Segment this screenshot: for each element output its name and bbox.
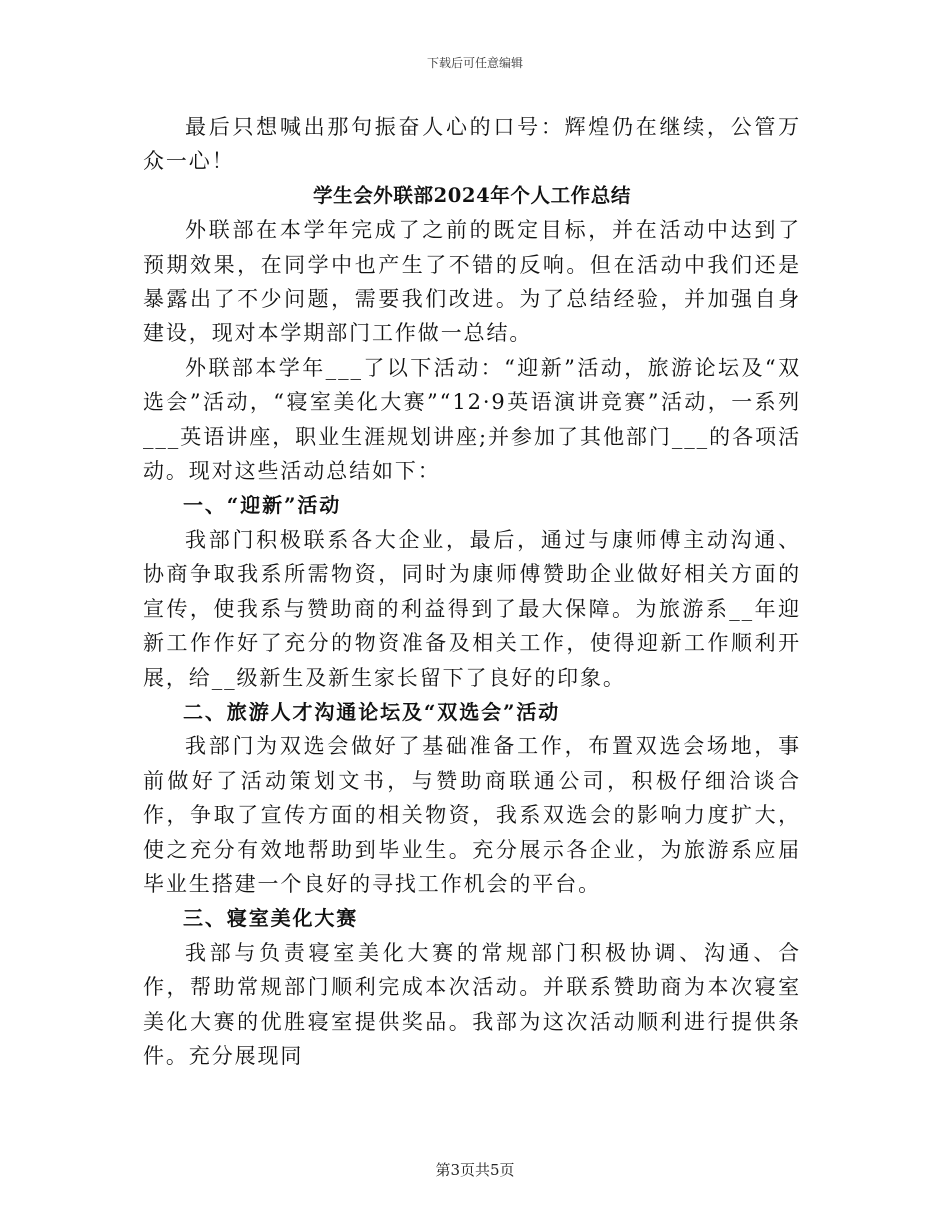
document-title: 学生会外联部2024年个人工作总结 [313, 183, 631, 207]
document-body [143, 110, 801, 1073]
page-header: 下载后可任意编辑 [426, 56, 523, 70]
section-heading-dorm-contest: 三、寝室美化大赛 [183, 906, 359, 931]
activities-paragraph: 外联部本学年___了以下活动：“迎新”活动，旅游论坛及“双选会”活动，“寝室美化大赛”“12·9英语演讲竞赛”活动，一系列___英语讲座，职业生涯规划讲座;并参加了其他部门___的各项活动。现对这些活动总结如下： [143, 355, 801, 484]
section-heading-forum: 二、旅游人才沟通论坛及“双选会”活动 [183, 699, 561, 724]
intro-paragraph: 外联部在本学年完成了之前的既定目标，并在活动中达到了预期效果，在同学中也产生了不错的反响。但在活动中我们还是暴露出了不少问题，需要我们改进。为了总结经验，并加强自身建设，现对本学期部门工作做一总结。 [143, 218, 801, 346]
page-footer: 第3页共5页 [435, 1161, 515, 1179]
section-paragraph-dorm-contest: 我部与负责寝室美化大赛的常规部门积极协调、沟通、合作，帮助常规部门顺利完成本次活动。并联系赞助商为本次寝室美化大赛的优胜寝室提供奖品。我部为这次活动顺利进行提供条件。充分展现同 [143, 940, 801, 1068]
section-paragraph-forum: 我部门为双选会做好了基础准备工作，布置双选会场地，事前做好了活动策划文书，与赞助商联通公司，积极仔细洽谈合作，争取了宣传方面的相关物资，我系双选会的影响力度扩大，使之充分有效地帮助到毕业生。充分展示各企业，为旅游系应届毕业生搭建一个良好的寻找工作机会的平台。 [143, 734, 801, 896]
closing-slogan-paragraph: 最后只想喊出那句振奋人心的口号：辉煌仍在继续，公管万众一心！ [143, 115, 801, 174]
section-heading-welcome: 一、“迎新”活动 [183, 493, 342, 518]
section-paragraph-welcome: 我部门积极联系各大企业，最后，通过与康师傅主动沟通、协商争取我系所需物资，同时为康师傅赞助企业做好相关方面的宣传，使我系与赞助商的利益得到了最大保障。为旅游系__年迎新工作作好了充分的物资准备及相关工作，使得迎新工作顺利开展，给__级新生及新生家长留下了良好的印象。 [143, 527, 801, 690]
